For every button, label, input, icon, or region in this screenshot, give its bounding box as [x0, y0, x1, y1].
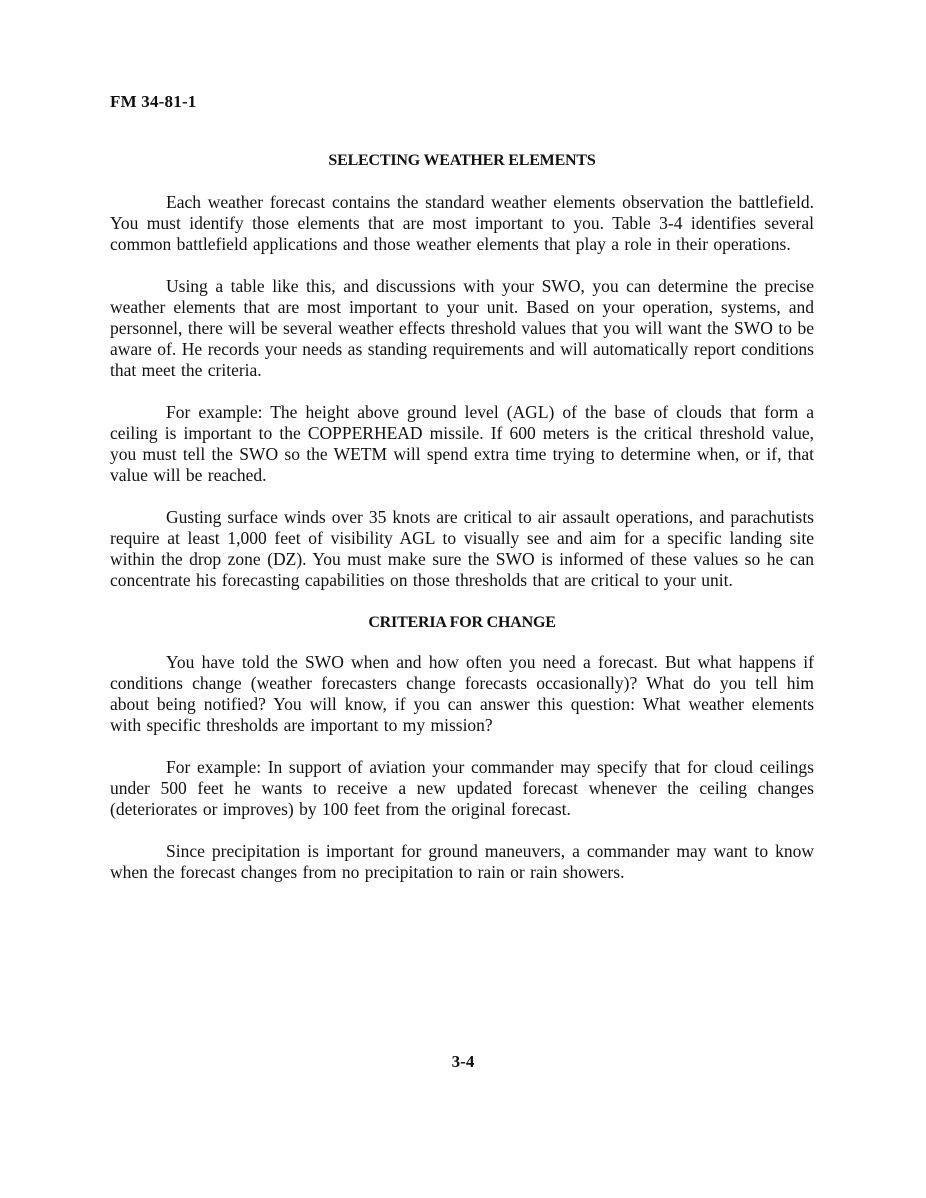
page-body [110, 150, 814, 904]
section-heading-criteria-for-change: CRITERIA FOR CHANGE [368, 614, 556, 631]
section-heading-selecting-weather-elements: SELECTING WEATHER ELEMENTS [328, 152, 596, 169]
paragraph: For example: The height above ground level (AGL) of the base of clouds that form a ceiling is important to the COPPERHEAD missile. If 600 meters is the critical threshold value, you must tell the SWO so the WETM will spend extra time trying to determine when, or if, that value will be reached. [110, 402, 814, 485]
paragraph: Since precipitation is important for ground maneuvers, a commander may want to know when the forecast changes from no precipitation to rain or rain showers. [110, 841, 814, 882]
paragraph: You have told the SWO when and how often you need a forecast. But what happens if conditions change (weather forecasters change forecasts occasionally)? What do you tell him about being notified? You will know, if you can answer this question: What weather elements with specific thresholds are important to my mission? [110, 652, 814, 735]
page-number: 3-4 [451, 1052, 475, 1071]
paragraph: Gusting surface winds over 35 knots are critical to air assault operations, and parachutists require at least 1,000 feet of visibility AGL to visually see and aim for a specific landing site within the drop zone (DZ). You must make sure the SWO is informed of these values so he can concentrate his forecasting capabilities on those thresholds that are critical to your unit. [110, 507, 814, 590]
paragraph: Using a table like this, and discussions with your SWO, you can determine the precise weather elements that are most important to your unit. Based on your operation, systems, and personnel, there will be several weather effects threshold values that you will want the SWO to be aware of. He records your needs as standing requirements and will automatically report conditions that meet the criteria. [110, 276, 814, 380]
paragraph: For example: In support of aviation your commander may specify that for cloud ceilings under 500 feet he wants to receive a new updated forecast whenever the ceiling changes (deteriorates or improves) by 100 feet from the original forecast. [110, 757, 814, 819]
paragraph: Each weather forecast contains the standard weather elements observation the battlefield. You must identify those elements that are most important to you. Table 3-4 identifies several common battlefield applications and those weather elements that play a role in their operations. [110, 192, 814, 254]
document-id: FM 34-81-1 [110, 92, 197, 111]
